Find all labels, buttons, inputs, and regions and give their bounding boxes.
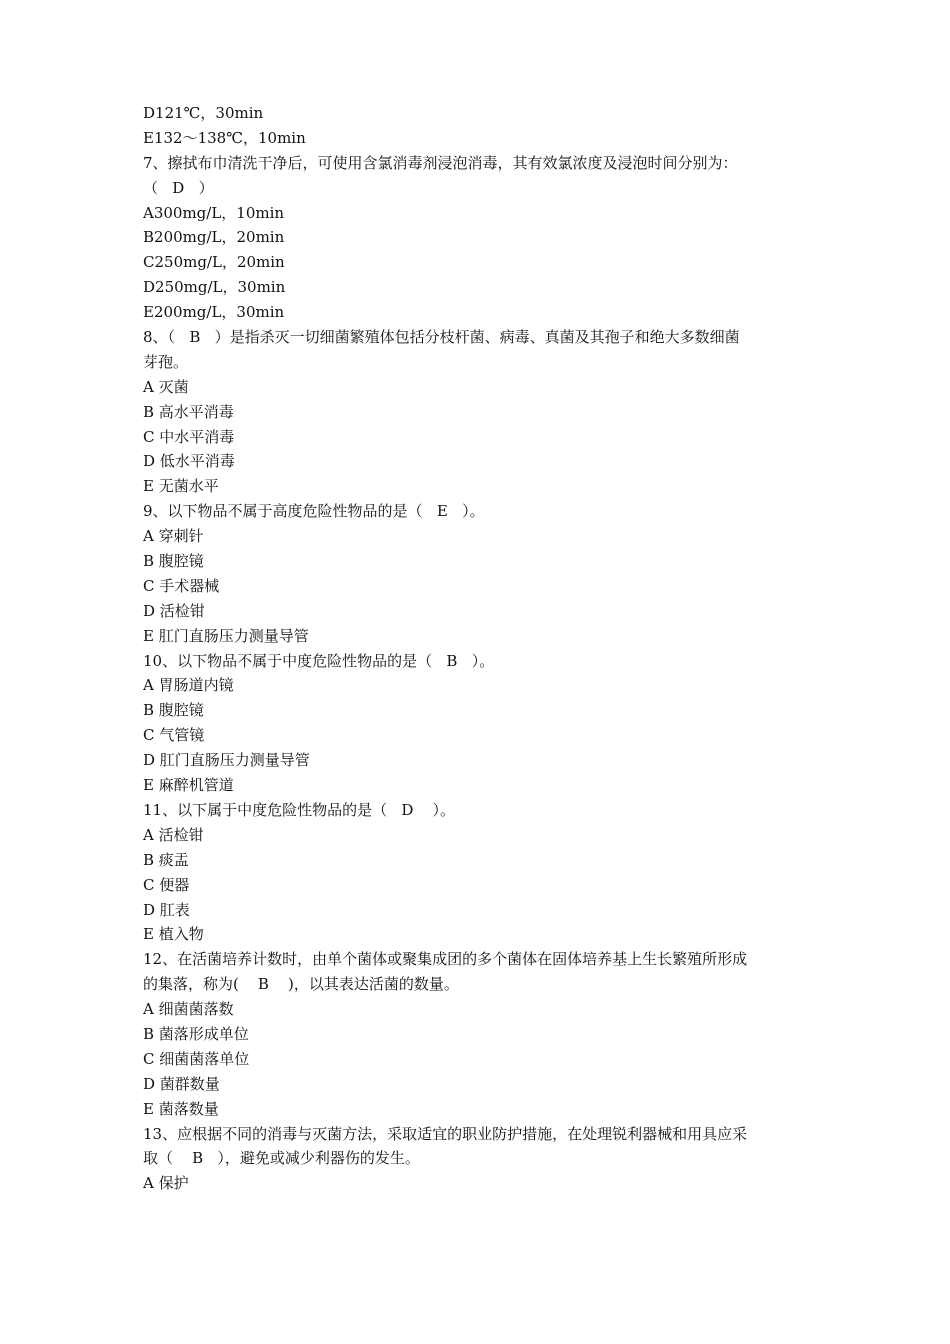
answer-option-line: D 肛门直肠压力测量导管 <box>143 751 310 770</box>
question-text-line: 11、以下属于中度危险性物品的是（ D ）。 <box>143 800 455 819</box>
answer-option-line: E 肛门直肠压力测量导管 <box>143 626 309 645</box>
answer-option-line: D 低水平消毒 <box>143 452 235 471</box>
question-text-line: 10、以下物品不属于中度危险性物品的是（ B ）。 <box>143 651 495 670</box>
answer-option-line: D 肛表 <box>143 900 190 919</box>
answer-option-line: C 手术器械 <box>143 576 220 595</box>
answer-option-line: B 高水平消毒 <box>143 402 234 421</box>
answer-option-line: E 无菌水平 <box>143 477 219 496</box>
question-text-line: 芽孢。 <box>143 352 189 371</box>
question-text-line: 的集落，称为( B )，以其表达活菌的数量。 <box>143 975 459 994</box>
answer-option-line: D250mg/L，30min <box>143 278 286 297</box>
answer-option-line: C 细菌菌落单位 <box>143 1049 250 1068</box>
answer-option-line: A300mg/L，10min <box>143 203 285 222</box>
answer-option-line: A 活检钳 <box>143 825 204 844</box>
answer-option-line: E 菌落数量 <box>143 1099 219 1118</box>
answer-option-line: B 痰盂 <box>143 850 189 869</box>
question-text-line: 13、应根据不同的消毒与灭菌方法，采取适宜的职业防护措施，在处理锐利器械和用具应采 <box>143 1124 748 1143</box>
answer-option-line: D 菌群数量 <box>143 1074 220 1093</box>
question-text-line: 取（ B ），避免或减少利器伤的发生。 <box>143 1149 420 1168</box>
answer-option-line: C250mg/L，20min <box>143 253 285 272</box>
question-text-line: 8、（ B ）是指杀灭一切细菌繁殖体包括分枝杆菌、病毒、真菌及其孢子和绝大多数细菌 <box>143 328 740 347</box>
answer-option-line: B200mg/L，20min <box>143 228 285 247</box>
answer-option-line: C 便器 <box>143 875 190 894</box>
answer-option-line: E 麻醉机管道 <box>143 776 234 795</box>
answer-option-line: A 灭菌 <box>143 377 189 396</box>
answer-option-line: A 细菌菌落数 <box>143 1000 234 1019</box>
answer-option-line: A 保护 <box>143 1174 189 1193</box>
question-text-line: 9、以下物品不属于高度危险性物品的是（ E ）。 <box>143 502 485 521</box>
question-text-line: 7、擦拭布巾清洗干净后，可使用含氯消毒剂浸泡消毒，其有效氯浓度及浸泡时间分别为： <box>143 153 738 172</box>
document-body <box>143 101 823 1196</box>
answer-option-line: E132～138℃，10min <box>143 128 306 147</box>
answer-option-line: C 气管镜 <box>143 726 205 745</box>
question-text-line: 12、在活菌培养计数时，由单个菌体或聚集成团的多个菌体在固体培养基上生长繁殖所形成 <box>143 950 748 969</box>
answer-option-line: E 植入物 <box>143 925 204 944</box>
question-text-line: （ D ） <box>143 178 214 197</box>
answer-option-line: B 腹腔镜 <box>143 552 204 571</box>
answer-option-line: C 中水平消毒 <box>143 427 235 446</box>
answer-option-line: A 穿刺针 <box>143 527 204 546</box>
answer-option-line: B 菌落形成单位 <box>143 1024 249 1043</box>
answer-option-line: D 活检钳 <box>143 601 205 620</box>
answer-option-line: A 胃肠道内镜 <box>143 676 234 695</box>
answer-option-line: E200mg/L，30min <box>143 303 285 322</box>
answer-option-line: D121℃，30min <box>143 104 264 122</box>
answer-option-line: B 腹腔镜 <box>143 701 204 720</box>
